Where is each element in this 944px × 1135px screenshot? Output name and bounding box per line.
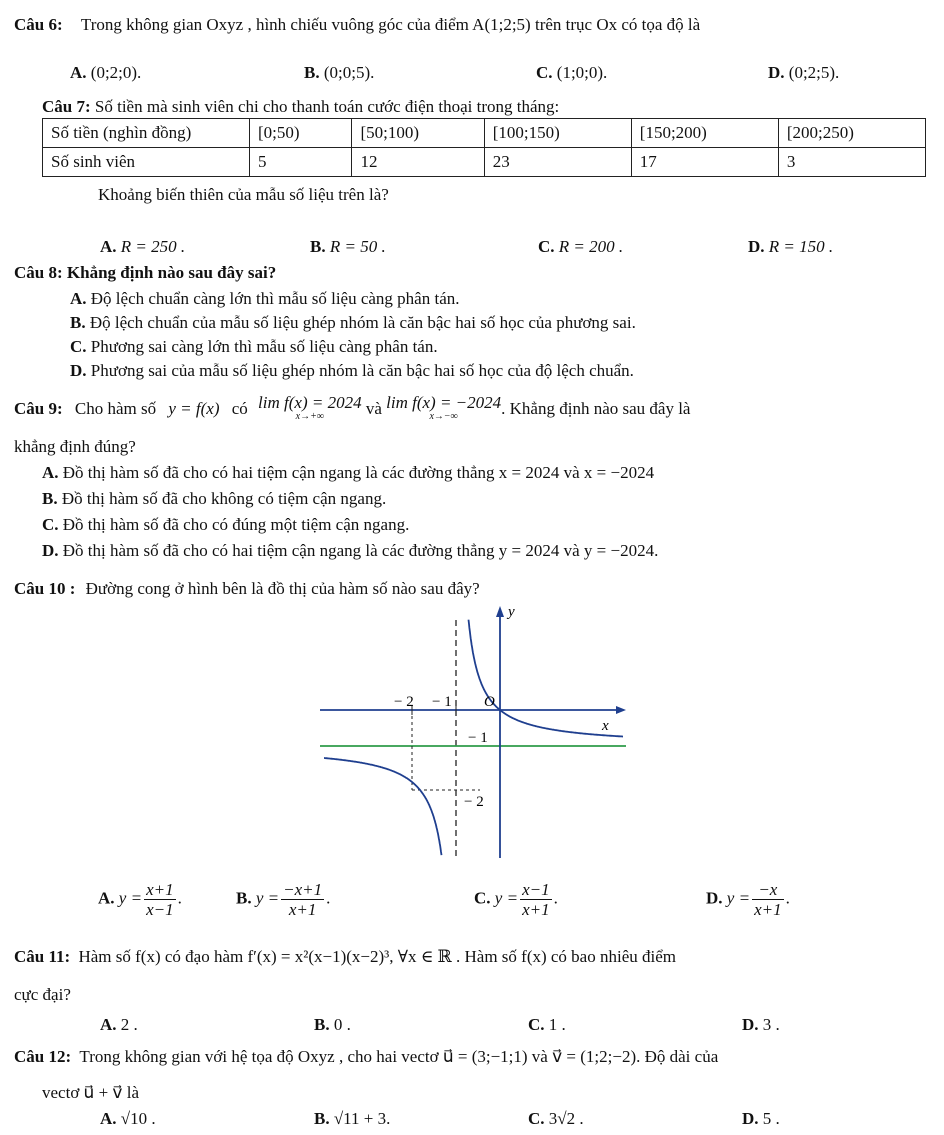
y-tick-label-minus-1: − 1 bbox=[468, 730, 488, 746]
option-lhs: y = bbox=[118, 888, 143, 908]
q8-option-a bbox=[70, 288, 460, 310]
question-8-label: Câu 8: bbox=[14, 263, 63, 282]
q8-option-c bbox=[70, 336, 438, 358]
option-letter: B. bbox=[236, 888, 252, 908]
q12-option-b: √11 + 3. bbox=[333, 1109, 391, 1128]
option-letter: C. bbox=[42, 515, 59, 534]
option-letter: D. bbox=[768, 63, 785, 82]
x-tick-label-minus-2: − 2 bbox=[394, 694, 414, 710]
numerator: x−1 bbox=[522, 880, 550, 899]
table-cell: [0;50) bbox=[250, 119, 352, 148]
frequency-table bbox=[42, 118, 926, 177]
question-9-text-d: . Khẳng định nào sau đây là bbox=[501, 399, 691, 418]
option-letter: D. bbox=[748, 237, 765, 256]
numerator: −x bbox=[752, 880, 784, 900]
function-graph bbox=[310, 600, 630, 862]
q8-option-b bbox=[70, 312, 636, 334]
curve-left-branch bbox=[324, 758, 442, 855]
q9-option-a bbox=[42, 462, 654, 484]
numerator: −x+1 bbox=[283, 880, 323, 899]
option-text: Phương sai càng lớn thì mẫu số liệu càng phân tán. bbox=[90, 337, 438, 356]
q11-option-d: 3 . bbox=[762, 1015, 780, 1034]
q8-option-d bbox=[70, 360, 634, 382]
question-6-options bbox=[0, 62, 944, 88]
option-lhs: y = bbox=[255, 888, 280, 908]
table-cell: 17 bbox=[631, 148, 778, 177]
question-7-prompt: Khoảng biến thiên của mẫu số liệu trên là? bbox=[98, 185, 389, 204]
table-cell: [50;100) bbox=[352, 119, 484, 148]
option-letter: B. bbox=[70, 313, 86, 332]
limit-subscript: x→+∞ bbox=[295, 411, 324, 422]
question-12-continued: vectơ u⃗ + v⃗ là bbox=[42, 1083, 139, 1102]
option-text: Độ lệch chuẩn của mẫu số liệu ghép nhóm là căn bậc hai số học của phương sai. bbox=[89, 313, 636, 332]
option-text: Độ lệch chuẩn càng lớn thì mẫu số liệu càng phân tán. bbox=[90, 289, 460, 308]
question-11-options bbox=[0, 1014, 944, 1040]
option-letter: C. bbox=[528, 1109, 545, 1128]
question-10-label: Câu 10 : bbox=[14, 579, 76, 598]
option-letter: D. bbox=[742, 1109, 759, 1128]
question-6 bbox=[14, 14, 700, 36]
origin-label: O bbox=[484, 694, 495, 710]
option-letter: B. bbox=[304, 63, 320, 82]
question-11-text: Hàm số f(x) có đạo hàm f′(x) = x²(x−1)(x−2)³, ∀x ∈ ℝ . Hàm số f(x) có bao nhiêu điểm bbox=[78, 947, 676, 966]
y-axis-label: y bbox=[508, 604, 515, 620]
x-tick-label-minus-1: − 1 bbox=[432, 694, 452, 710]
question-9 bbox=[14, 393, 691, 424]
option-letter: A. bbox=[42, 463, 59, 482]
fraction bbox=[281, 880, 324, 919]
question-11 bbox=[14, 946, 676, 968]
option-letter: A. bbox=[100, 237, 117, 256]
question-9-func: y = f(x) bbox=[168, 399, 220, 418]
y-axis-arrow bbox=[496, 606, 504, 617]
question-7 bbox=[42, 96, 559, 118]
option-text: Đồ thị hàm số đã cho có đúng một tiệm cận ngang. bbox=[62, 515, 410, 534]
q10-option-a: A. y = $\frac{x+1}{x-1}$ . bbox=[98, 880, 182, 919]
option-letter: D. bbox=[70, 361, 87, 380]
q11-option-a: 2 . bbox=[120, 1015, 138, 1034]
option-lhs: y = bbox=[494, 888, 519, 908]
denominator: x−1 bbox=[146, 900, 174, 919]
table-cell: 5 bbox=[250, 148, 352, 177]
table-cell: [100;150) bbox=[484, 119, 631, 148]
question-7-label: Câu 7: bbox=[42, 97, 91, 116]
option-letter: A. bbox=[100, 1015, 117, 1034]
question-9-text-b: có bbox=[231, 399, 248, 418]
question-8-text: Khẳng định nào sau đây sai? bbox=[66, 263, 277, 282]
fraction bbox=[520, 880, 552, 919]
table-cell: 3 bbox=[778, 148, 925, 177]
fraction bbox=[752, 880, 784, 919]
question-10-options bbox=[0, 876, 944, 924]
question-7-options bbox=[0, 236, 944, 262]
question-10 bbox=[14, 578, 480, 600]
option-letter: D. bbox=[42, 541, 59, 560]
question-8 bbox=[14, 262, 276, 284]
option-text: Đồ thị hàm số đã cho không có tiệm cận ngang. bbox=[61, 489, 387, 508]
q6-option-a: (0;2;0). bbox=[90, 63, 142, 82]
x-axis-label: x bbox=[602, 718, 609, 734]
option-letter: D. bbox=[742, 1015, 759, 1034]
table-cell: 23 bbox=[484, 148, 631, 177]
numerator: x+1 bbox=[146, 880, 174, 899]
table-row bbox=[43, 148, 926, 177]
q9-option-c bbox=[42, 514, 409, 536]
table-cell: Số tiền (nghìn đồng) bbox=[43, 119, 250, 148]
question-9-text-c: và bbox=[365, 399, 382, 418]
option-letter: C. bbox=[536, 63, 553, 82]
option-letter: C. bbox=[528, 1015, 545, 1034]
q12-option-a: √10 . bbox=[120, 1109, 156, 1128]
q7-option-d: R = 150 . bbox=[768, 237, 834, 256]
option-letter: B. bbox=[42, 489, 58, 508]
q6-option-c: (1;0;0). bbox=[556, 63, 608, 82]
option-letter: C. bbox=[474, 888, 491, 908]
limit-subscript: x→−∞ bbox=[429, 411, 458, 422]
table-cell: 12 bbox=[352, 148, 484, 177]
option-letter: C. bbox=[70, 337, 87, 356]
limit-minus-infinity bbox=[386, 393, 502, 424]
q10-option-c: C. y = $\frac{x-1}{x+1}$ . bbox=[474, 880, 558, 919]
q12-option-c: 3√2 . bbox=[548, 1109, 584, 1128]
question-7-text: Số tiền mà sinh viên chi cho thanh toán cước điện thoại trong tháng: bbox=[94, 97, 560, 116]
x-axis-arrow bbox=[616, 706, 626, 714]
option-text: Phương sai của mẫu số liệu ghép nhóm là căn bậc hai số học của độ lệch chuẩn. bbox=[90, 361, 634, 380]
option-letter: B. bbox=[310, 237, 326, 256]
question-6-label: Câu 6: bbox=[14, 15, 63, 34]
question-6-text: Trong không gian Oxyz , hình chiếu vuông góc của điểm A(1;2;5) trên trục Ox có tọa độ là bbox=[80, 15, 701, 34]
question-12-label: Câu 12: bbox=[14, 1047, 72, 1066]
option-letter: A. bbox=[70, 63, 87, 82]
option-text: Đồ thị hàm số đã cho có hai tiệm cận ngang là các đường thẳng y = 2024 và y = −2024. bbox=[62, 541, 659, 560]
question-11-label: Câu 11: bbox=[14, 947, 71, 966]
option-letter: B. bbox=[314, 1109, 330, 1128]
table-cell: [150;200) bbox=[631, 119, 778, 148]
question-11-continued: cực đại? bbox=[14, 985, 71, 1004]
q11-option-c: 1 . bbox=[548, 1015, 566, 1034]
option-letter: A. bbox=[98, 888, 115, 908]
limit-expression: lim f(x) = −2024 bbox=[386, 393, 502, 412]
question-12 bbox=[14, 1046, 718, 1068]
q6-option-b: (0;0;5). bbox=[323, 63, 375, 82]
option-text: Đồ thị hàm số đã cho có hai tiệm cận ngang là các đường thẳng x = 2024 và x = −2024 bbox=[62, 463, 655, 482]
curve-right-branch bbox=[469, 620, 624, 737]
q12-option-d: 5 . bbox=[762, 1109, 780, 1128]
question-9-label: Câu 9: bbox=[14, 399, 63, 418]
q7-option-b: R = 50 . bbox=[329, 237, 386, 256]
question-12-text: Trong không gian với hệ tọa độ Oxyz , cho hai vectơ u⃗ = (3;−1;1) và v⃗ = (1;2;−2). Độ dài của bbox=[79, 1047, 719, 1066]
question-12-options bbox=[0, 1108, 944, 1134]
y-tick-label-minus-2: − 2 bbox=[464, 794, 484, 810]
option-letter: B. bbox=[314, 1015, 330, 1034]
option-lhs: y = bbox=[726, 888, 751, 908]
question-10-text: Đường cong ở hình bên là đồ thị của hàm số nào sau đây? bbox=[85, 579, 480, 598]
table-cell: Số sinh viên bbox=[43, 148, 250, 177]
q7-option-c: R = 200 . bbox=[558, 237, 624, 256]
denominator: x+1 bbox=[754, 900, 782, 919]
q10-option-d: D. y = $\frac{-x}{x+1}$ . bbox=[706, 880, 790, 919]
fraction bbox=[144, 880, 176, 919]
q11-option-b: 0 . bbox=[333, 1015, 351, 1034]
limit-expression: lim f(x) = 2024 bbox=[258, 393, 362, 412]
q7-option-a: R = 250 . bbox=[120, 237, 186, 256]
q9-option-d bbox=[42, 540, 658, 562]
denominator: x+1 bbox=[288, 900, 317, 919]
option-letter: C. bbox=[538, 237, 555, 256]
q10-option-b: B. y = $\frac{-x+1}{x+1}$ . bbox=[236, 880, 331, 919]
option-letter: D. bbox=[706, 888, 723, 908]
question-9-text-a: Cho hàm số bbox=[74, 399, 157, 418]
question-9-continued: khẳng định đúng? bbox=[14, 437, 136, 456]
q9-option-b bbox=[42, 488, 386, 510]
limit-plus-infinity bbox=[258, 393, 362, 424]
table-cell: [200;250) bbox=[778, 119, 925, 148]
option-letter: A. bbox=[70, 289, 87, 308]
denominator: x+1 bbox=[522, 900, 550, 919]
option-letter: A. bbox=[100, 1109, 117, 1128]
q6-option-d: (0;2;5). bbox=[788, 63, 840, 82]
table-row bbox=[43, 119, 926, 148]
